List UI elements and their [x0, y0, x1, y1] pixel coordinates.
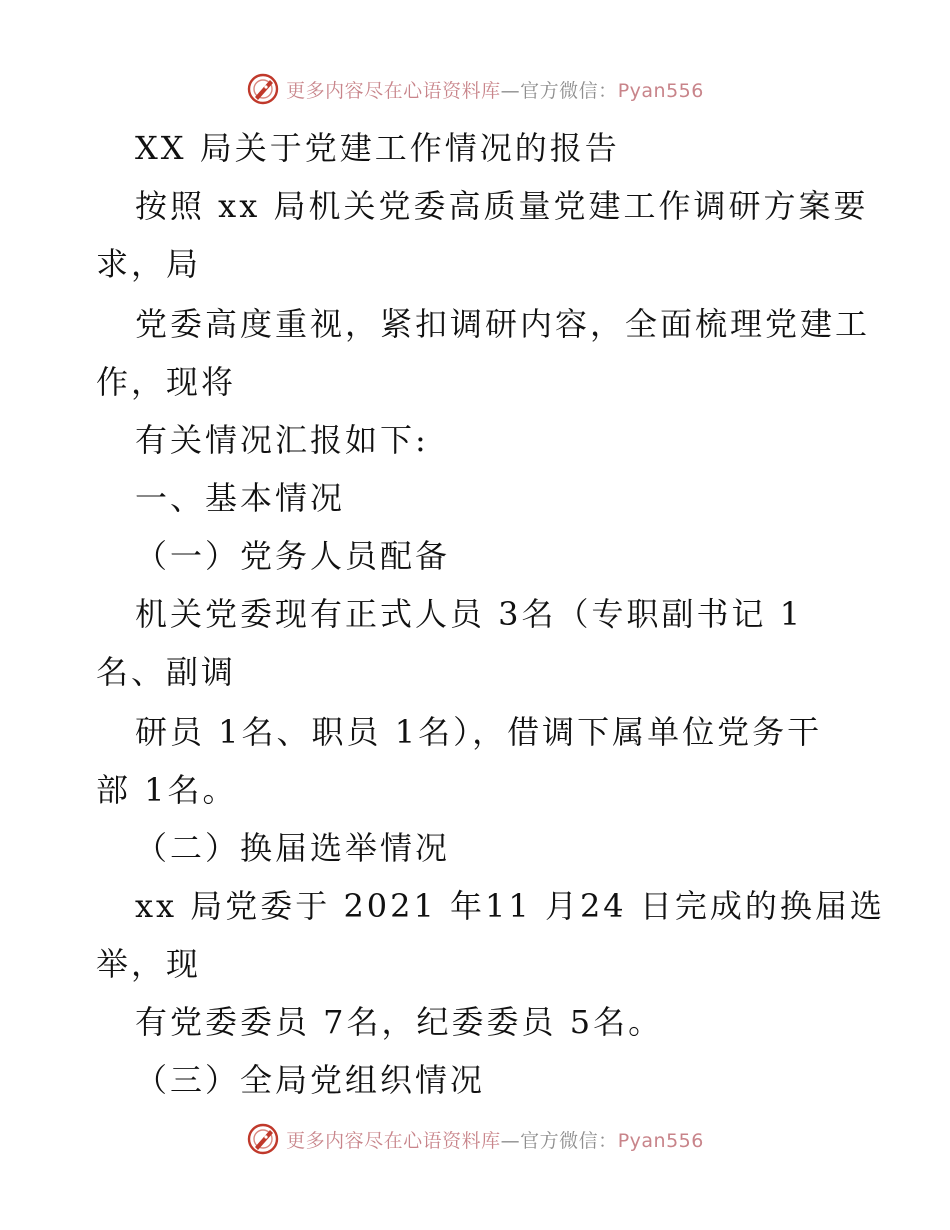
paragraph-line: 求，局: [96, 245, 202, 283]
section-heading: 一、基本情况: [135, 479, 346, 517]
paragraph-line: 有党委委员 7名，纪委委员 5名。: [135, 1003, 664, 1041]
watermark-wechat-id: Pyan556: [617, 79, 704, 102]
watermark-dash: —: [500, 1129, 521, 1152]
subsection-heading: （一）党务人员配备: [135, 537, 451, 575]
watermark-text: [286, 1126, 704, 1153]
paragraph-line: 部 1名。: [96, 771, 238, 809]
watermark-brand: 更多内容尽在心语资料库: [286, 79, 501, 102]
watermark-wechat-label: 官方微信：: [520, 1129, 618, 1152]
subsection-heading: （二）换届选举情况: [135, 829, 451, 867]
subsection-heading: （三）全局党组织情况: [135, 1061, 486, 1099]
watermark-brand: 更多内容尽在心语资料库: [286, 1129, 501, 1152]
paragraph-line: 作，现将: [96, 363, 237, 401]
paragraph-line: 名、副调: [96, 653, 237, 691]
watermark-footer: [0, 1122, 950, 1156]
pen-nib-circle-icon: [246, 1122, 280, 1156]
watermark-dash: —: [500, 79, 521, 102]
paragraph-line: 按照 xx 局机关党委高质量党建工作调研方案要: [135, 187, 869, 225]
document-title: XX 局关于党建工作情况的报告: [135, 129, 620, 167]
paragraph-line: xx 局党委于 2021 年11 月24 日完成的换届选: [135, 887, 885, 925]
paragraph-line: 有关情况汇报如下:: [135, 421, 429, 459]
watermark-wechat-label: 官方微信：: [520, 79, 618, 102]
paragraph-line: 机关党委现有正式人员 3名（专职副书记 1: [135, 595, 804, 633]
paragraph-line: 党委高度重视，紧扣调研内容，全面梳理党建工: [135, 305, 871, 343]
paragraph-line: 研员 1名、职员 1名），借调下属单位党务干: [135, 713, 823, 751]
paragraph-line: 举，现: [96, 945, 202, 983]
watermark-wechat-id: Pyan556: [617, 1129, 704, 1152]
